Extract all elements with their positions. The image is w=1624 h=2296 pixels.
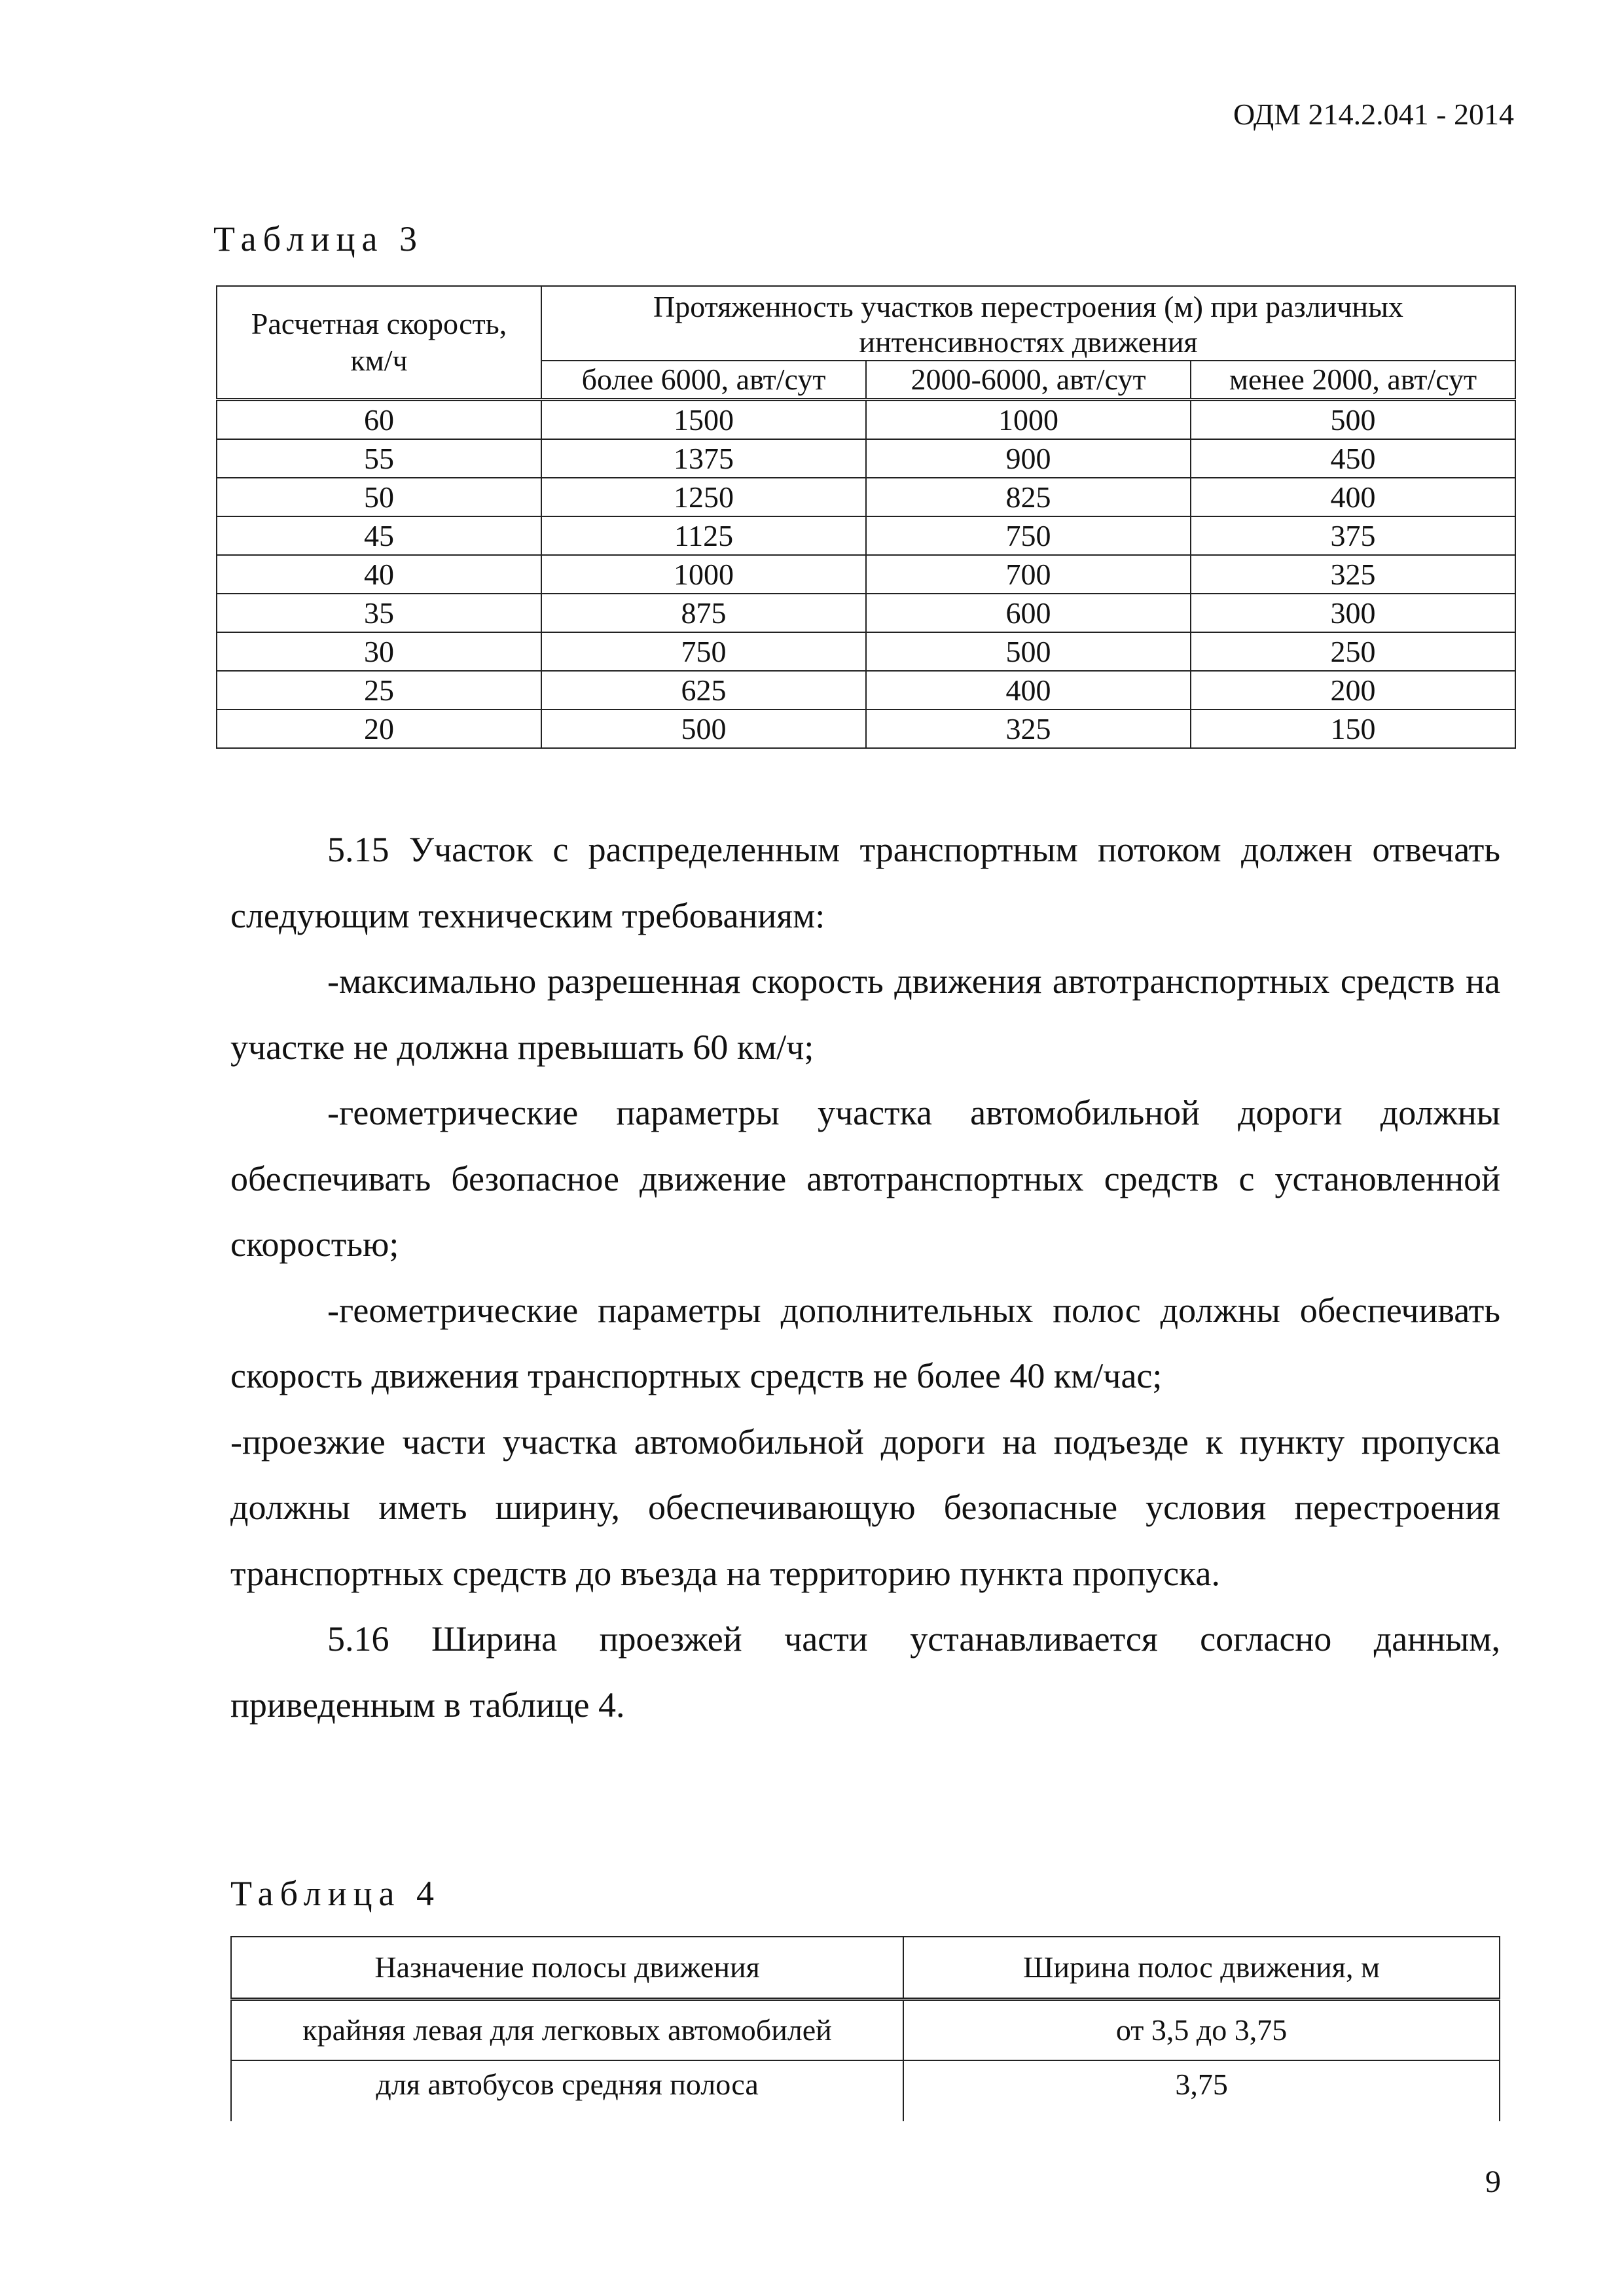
- paragraph-5-16: 5.16 Ширина проезжей части устанавливается согласно данным, приведенным в таблице 4.: [230, 1619, 1500, 1725]
- table-cell: 150: [1191, 709, 1515, 748]
- table-cell: 700: [866, 555, 1191, 594]
- table-cell: 500: [1191, 400, 1515, 440]
- table-row: [217, 632, 1515, 671]
- table-3-subheader-mid: 2000-6000, авт/сут: [866, 361, 1191, 400]
- table-row: [217, 555, 1515, 594]
- table-cell: 300: [1191, 594, 1515, 632]
- document-code: ОДМ 214.2.041 - 2014: [1233, 98, 1514, 131]
- table-cell: 900: [866, 439, 1191, 478]
- table-cell: 500: [541, 709, 866, 748]
- table-cell: 1250: [541, 478, 866, 516]
- table-cell: 325: [866, 709, 1191, 748]
- page-number: 9: [1485, 2164, 1501, 2199]
- table-4-header-row: [231, 1937, 1500, 2000]
- table-cell: 600: [866, 594, 1191, 632]
- table-cell: 25: [217, 671, 541, 709]
- table-row: [217, 709, 1515, 748]
- table-4: [230, 1936, 1500, 2121]
- table-cell: 40: [217, 555, 541, 594]
- table-cell: 450: [1191, 439, 1515, 478]
- table-3-header-row: [217, 286, 1515, 361]
- table-3: [216, 285, 1516, 749]
- table-row: [217, 671, 1515, 709]
- table-cell: 50: [217, 478, 541, 516]
- table-cell: 375: [1191, 516, 1515, 555]
- table-cell: от 3,5 до 3,75: [903, 2000, 1500, 2061]
- table-cell: 30: [217, 632, 541, 671]
- table-cell: 60: [217, 400, 541, 440]
- table-3-subheader-high: более 6000, авт/сут: [541, 361, 866, 400]
- table-cell: 20: [217, 709, 541, 748]
- table-cell: 500: [866, 632, 1191, 671]
- table-4-header-purpose: Назначение полосы движения: [231, 1937, 903, 2000]
- paragraph-5-15: 5.15 Участок с распределенным транспортным потоком должен отвечать следующим техническим требованиям:: [230, 830, 1500, 935]
- table-cell: 825: [866, 478, 1191, 516]
- table-4-caption: Таблица 4: [230, 1874, 441, 1913]
- table-cell: 1375: [541, 439, 866, 478]
- table-cell: крайняя левая для легковых автомобилей: [231, 2000, 903, 2061]
- table-cell: 1000: [541, 555, 866, 594]
- table-3-caption: Таблица 3: [213, 219, 424, 259]
- table-cell: 200: [1191, 671, 1515, 709]
- table-row: [217, 400, 1515, 440]
- table-cell: 45: [217, 516, 541, 555]
- table-cell: 325: [1191, 555, 1515, 594]
- table-cell: 250: [1191, 632, 1515, 671]
- table-3-header-speed: Расчетная скорость, км/ч: [217, 286, 541, 400]
- table-cell: 750: [541, 632, 866, 671]
- paragraph-max-speed: -максимально разрешенная скорость движения автотранспортных средств на участке не должна превышать 60 км/ч;: [230, 961, 1500, 1067]
- body-text: [230, 817, 1500, 1738]
- table-3-header-group: Протяженность участков перестроения (м) при различных интенсивностях движения: [541, 286, 1515, 361]
- table-cell: 875: [541, 594, 866, 632]
- table-cell: 35: [217, 594, 541, 632]
- paragraph-road-geometry: -геометрические параметры участка автомобильной дороги должны обеспечивать безопасное движение автотранспортных средств с установленной скоростью;: [230, 1093, 1500, 1264]
- table-cell: 400: [1191, 478, 1515, 516]
- paragraph-carriageway-width: -проезжие части участка автомобильной дороги на подъезде к пункту пропуска должны иметь ширину, обеспечивающую безопасные условия перестроения транспортных средств до въезда на территорию пункта пропуска.: [230, 1422, 1500, 1593]
- table-row: [231, 2060, 1500, 2121]
- table-row: [217, 478, 1515, 516]
- table-3-subheader-low: менее 2000, авт/сут: [1191, 361, 1515, 400]
- paragraph-lane-geometry: -геометрические параметры дополнительных полос должны обеспечивать скорость движения транспортных средств не более 40 км/час;: [230, 1290, 1500, 1395]
- table-cell: 750: [866, 516, 1191, 555]
- table-cell: 3,75: [903, 2060, 1500, 2121]
- table-row: [217, 439, 1515, 478]
- table-row: [217, 594, 1515, 632]
- table-cell: 625: [541, 671, 866, 709]
- table-cell: для автобусов средняя полоса: [231, 2060, 903, 2121]
- table-cell: 1125: [541, 516, 866, 555]
- table-row: [231, 2000, 1500, 2061]
- table-4-header-width: Ширина полос движения, м: [903, 1937, 1500, 2000]
- table-row: [217, 516, 1515, 555]
- table-cell: 1000: [866, 400, 1191, 440]
- table-cell: 55: [217, 439, 541, 478]
- table-cell: 1500: [541, 400, 866, 440]
- table-cell: 400: [866, 671, 1191, 709]
